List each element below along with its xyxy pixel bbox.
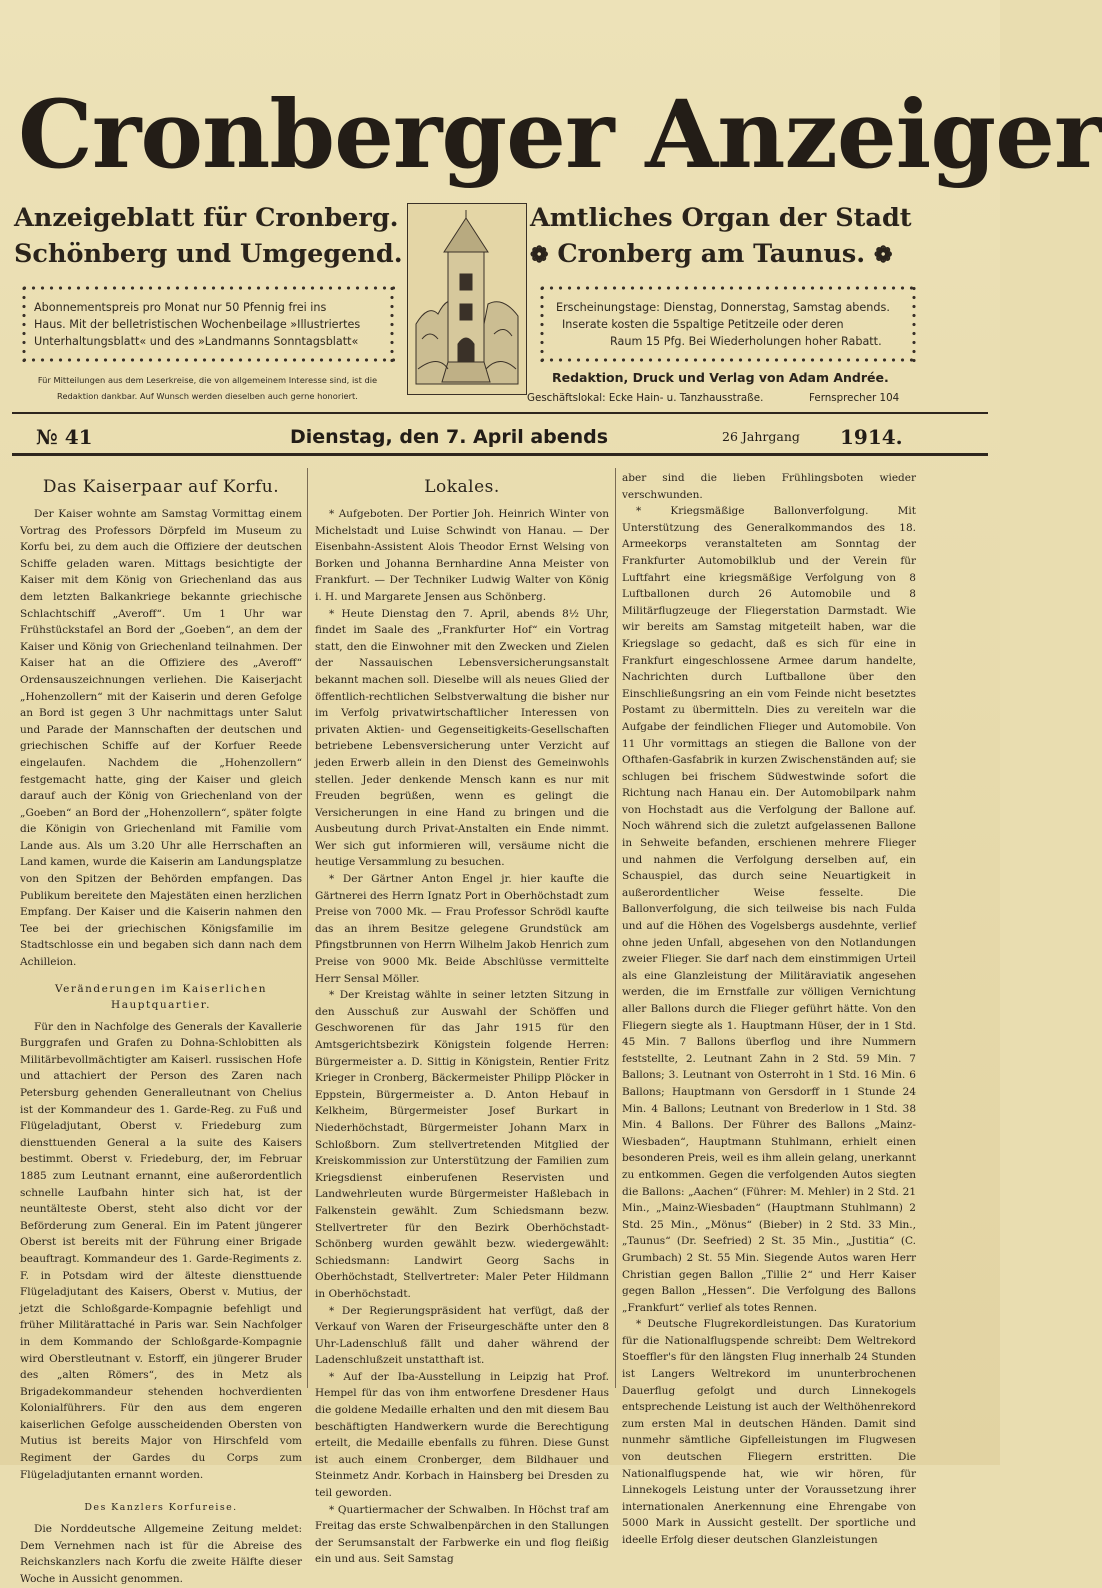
ornamental-border-bottom-left <box>20 356 395 364</box>
notice-line: Redaktion dankbar. Auf Wunsch werden dieselben auch gerne honoriert. <box>57 391 358 401</box>
subscription-line: Abonnementspreis pro Monat nur 50 Pfennig frei ins <box>34 301 327 314</box>
subscription-line: Unterhaltungsblatt« und des »Landmanns Sonntagsblatt« <box>34 335 359 348</box>
column-divider <box>615 468 616 1388</box>
article-paragraph: Der Kaiser wohnte am Samstag Vormittag einem Vortrag des Professors Dörpfeld im Museum zu Korfu bei, zu dem auch die Offiziere der deutschen Schiffe geladen waren. Mittags besichtigte der Kaiser mit dem König von Griechenland das aus dem letzten Balkankriege bekannte griechische Schlachtschiff „Averoff“. Um 1 Uhr war Frühstückstafel an Bord der „Goeben“, an dem der Kaiser und König von Griechenland teilnahmen. Der Kaiser hat an die Offiziere des „Averoff“ Ordensauszeichnungen verliehen. Die Kaiserjacht „Hohenzollern“ mit der Kaiserin und deren Gefolge an Bord ist gegen 3 Uhr nachmittags unter Salut und Parade der Mannschaften der deutschen und griechischen Schiffe auf der Korfuer Reede eingelaufen. Nachdem die „Hohenzollern“ festgemacht hatte, ging der Kaiser und gleich darauf auch der König von Griechenland von der „Goeben“ an Bord der „Hohenzollern“, später folgte die Königin von Griechenland mit Familie vom Lande aus. Als um 3.20 Uhr alle Herrschaften an Land kamen, wurde die Kaiserin am Landungsplatze von den Spitzen der Behörden empfangen. Das Publikum bereitete den Majestäten einen herzlichen Empfang. Der Kaiser und die Kaiserin nahmen den Tee bei der griechischen Königsfamilie im Stadtschlosse ein und begaben sich dann nach dem Achilleion. <box>20 508 302 969</box>
office-address: Geschäftslokal: Ecke Hain- u. Tanzhausstraße. <box>527 392 764 404</box>
subtitle-left <box>14 200 403 272</box>
subtitle-left-line2: Schönberg und Umgegend. <box>14 239 403 269</box>
headline-kaiserpaar: Das Kaiserpaar auf Korfu. <box>42 477 280 497</box>
publisher-line: Redaktion, Druck und Verlag von Adam Andrée. <box>552 370 889 385</box>
header-rule-top <box>12 412 988 414</box>
headline-lokales: Lokales. <box>424 477 500 497</box>
subtitle-right-line1: Amtliches Organ der Stadt <box>530 203 912 233</box>
subheadline-hauptquartier: Veränderungen im Kaiserlichen Hauptquartier. <box>55 982 267 1011</box>
town-tower-emblem-icon <box>407 203 527 395</box>
article-paragraph: * Aufgeboten. Der Portier Joh. Heinrich Winter von Michelstadt und Luise Schwindt von Hanau. — Der Eisenbahn-Assistent Alois Theodor Ernst Welsing von Borken und Johanna Bernhardine Anna Meister von Frankfurt. — Der Techniker Ludwig Walter von König i. H. und Margarete Jensen aus Schönberg. <box>315 508 609 603</box>
subscription-line: Haus. Mit der belletristischen Wochenbeilage »Illustriertes <box>34 318 361 331</box>
subscription-info <box>34 299 380 350</box>
publication-line: Inserate kosten die 5spaltige Petitzeile oder deren <box>562 318 844 331</box>
article-paragraph: * Der Gärtner Anton Engel jr. hier kaufte die Gärtnerei des Herrn Ignatz Port in Oberhöchstadt zum Preise von 7000 Mk. — Frau Professor Schrödl kaufte das an ihrem Besitze gelegene Grundstück am Pfingstbrunnen von Herrn Wilhelm Jakob Henrich zum Preise von 9000 Mk. Beide Abschlüsse vermittelte Herr Sensal Möller. <box>315 873 609 985</box>
ornamental-border-top-right <box>538 284 916 292</box>
column-lokales <box>315 470 609 1566</box>
article-paragraph: * Quartiermacher der Schwalben. In Höchst traf am Freitag das erste Schwalbenpärchen in den Stallungen der Serumsanstalt der Farbwerke ein und flog fleißig ein und aus. Seit Samstag <box>315 1503 609 1566</box>
article-paragraph: Die Norddeutsche Allgemeine Zeitung meldet: Dem Vernehmen nach ist für die Abreise des Reichskanzlers nach Korfu die zweite Hälfte dieser Woche in Aussicht genommen. <box>20 1523 302 1586</box>
article-paragraph: * Der Kreistag wählte in seiner letzten Sitzung in den Ausschuß zur Auswahl der Schöffen und Geschworenen für das Jahr 1915 für den Amtsgerichtsbezirk Königstein folgende Herren: Bürgermeister a. D. Sittig in Königstein, Rentier Fritz Krieger in Cronberg, Bäckermeister Philipp Plöcker in Eppstein, Bürgermeister a. D. Anton Hebauf in Kelkheim, Bürgermeister Josef Burkart in Niederhöchstadt, Bürgermeister Johann Marx in Schloßborn. Zum stellvertretenden Mitglied der Kreiskommission zur Unterstützung der Familien zum Kriegsdienst einberufenen Reservisten und Landwehrleuten wurde Bürgermeister Haßlebach in Falkenstein gewählt. Zum Schiedsmann bezw. Stellvertreter für den Bezirk Oberhöchstadt-Schönberg wurden gewählt bezw. wiedergewählt: Schiedsmann: Landwirt Georg Sachs in Oberhöchstadt, Stellvertreter: Maler Peter Hildmann in Oberhöchstadt. <box>315 989 609 1300</box>
flower-ornament-icon: ❁ <box>530 242 549 268</box>
article-paragraph: * Deutsche Flugrekordleistungen. Das Kuratorium für die Nationalflugspende schreibt: Dem Weltrekord Stoeffler's für den längsten Flug innerhalb 24 Stunden ist Langers Weltrekord im ununterbrochenen Dauerflug gefolgt und durch Linnekogels entsprechende Leistung ist auch der Welthöhenrekord zum ersten Mal in deutschen Händen. Damit sind nunmehr sämtliche Gipfelleistungen im Flugwesen von deutschen Fliegern erstritten. Die Nationalflugspende hat, wie wir hören, für Linnekogels Leistung unter der Voraussetzung ihrer internationalen Anerkennung eine Ehrengabe von 5000 Mark in Aussicht gestellt. Der sportliche und ideelle Erfolg dieser deutschen Glanzleistungen <box>622 1318 916 1546</box>
flower-ornament-icon: ❁ <box>874 242 893 268</box>
ornamental-border-side <box>538 284 546 364</box>
ornamental-border-bottom-right <box>538 356 916 364</box>
phone-number: Fernsprecher 104 <box>809 392 900 404</box>
article-paragraph: Für den in Nachfolge des Generals der Kavallerie Burggrafen und Grafen zu Dohna-Schlobitten als Militärbevollmächtigter am Kaiserl. russischen Hofe und attachiert der Person des Zaren nach Petersburg gehenden Generalleutnant von Chelius ist der Kommandeur des 1. Garde-Reg. zu Fuß und Flügeladjutant, Oberst v. Friedeburg zum diensttuenden General a la suite des Kaisers bestimmt. Oberst v. Friedeburg, der, im Februar 1885 zum Leutnant ernannt, eine außerordentlich schnelle Laufbahn hinter sich hat, ist der neuntälteste Oberst, steht also dicht vor der Beförderung zum General. Ein im Patent jüngerer Oberst ist bereits mit der Führung einer Brigade beauftragt. Kommandeur des 1. Garde-Regiments z. F. in Potsdam wird der älteste diensttuende Flügeladjutant des Kaisers, Oberst v. Mutius, der jetzt die Schloßgarde-Kompagnie befehligt und früher Militärattaché in Paris war. Sein Nachfolger in dem Kommando der Schloßgarde-Kompagnie wird Oberstleutnant v. Estorff, ein jüngerer Bruder des „alten Römers“, des in Metz als Brigadekommandeur stehenden hochverdienten Kolonialführers. Für den aus dem engeren kaiserlichen Gefolge ausscheidenden Obersten von Mutius ist bereits Major von Hirschfeld vom Regiment der Gardes du Corps zum Flügeladjutanten ernannt worden. <box>20 1020 302 1481</box>
column-politics <box>20 470 302 1586</box>
article-paragraph: aber sind die lieben Frühlingsboten wieder verschwunden. <box>622 472 916 501</box>
publication-info <box>556 299 902 350</box>
ornamental-border-side <box>388 284 396 364</box>
reader-notice <box>10 372 405 404</box>
issue-number: № 41 <box>36 425 93 449</box>
notice-line: Für Mitteilungen aus dem Leserkreise, die von allgemeinem Interesse sind, ist die <box>37 375 378 385</box>
article-paragraph: * Heute Dienstag den 7. April, abends 8½ Uhr, findet im Saale des „Frankfurter Hof“ ein Vortrag statt, den die Einwohner mit den Zwecken und Zielen der Nassauischen Lebensversicherungsanstalt bekannt machen soll. Dieselbe will als neues Glied der öffentlich-rechtlichen Selbstverwaltung die bisher nur im Verfolg privatwirtschaftlicher Interessen von privaten Aktien- und Gegenseitigkeits-Gesellschaften betriebene Lebensversicherung unter Verzicht auf jeden Erwerb allein in den Dienst des Gemeinwohls stellen. Jeder denkende Mensch kann es nur mit Freuden begrüßen, wenn es gelingt die Versicherungen in eine Hand zu bringen und die Ausbeutung durch Privat-Anstalten ein Ende nimmt. Wer sich gut informieren will, versäume nicht die heutige Versammlung zu besuchen. <box>315 607 609 869</box>
ornamental-border-side <box>910 284 918 364</box>
volume: 26 Jahrgang <box>722 429 800 444</box>
article-paragraph: * Auf der Iba-Ausstellung in Leipzig hat Prof. Hempel für das von ihm entworfene Dresdener Haus die goldene Medaille erhalten und den mit diesem Bau beschäftigten Handwerkern wurde die Berechtigung erteilt, die Medaille ebenfalls zu führen. Diese Gunst ist auch einem Cronberger, dem Bildhauer und Steinmetz Andr. Korbach in Hainsberg bei Dresden zu teil geworden. <box>315 1370 609 1500</box>
ornamental-border-top-left <box>20 284 395 292</box>
article-paragraph: * Kriegsmäßige Ballonverfolgung. Mit Unterstützung des Generalkommandos des 18. Armeekorps veranstalteten am Sonntag der Frankfurter Automobilklub und der Verein für Luftfahrt eine kriegsmäßige Verfolgung von 8 Luftballonen durch 26 Automobile und 8 Militärflugzeuge der Fliegerstation Darmstadt. Wie wir bereits am Samstag mitgeteilt haben, war die Kriegslage so gedacht, daß es sich für eine in Frankfurt eingeschlossene Armee darum handelte, Nachrichten durch Luftballone über den Einschließungsring an ein vom Feinde nicht besetztes Postamt zu übermitteln. Dies zu vereiteln war die Aufgabe der feindlichen Flieger und Automobile. Von 11 Uhr vormittags an stiegen die Ballone von der Ofthafen-Gasfabrik in kurzen Zwischenständen auf; sie schlugen bei frischem Südwestwinde sofort die Richtung nach Hanau ein. Der Automobilpark nahm von Hochstadt aus die Verfolgung der Ballone auf. Noch während sich die zuletzt aufgelassenen Ballone in Sehweite befanden, erschienen mehrere Flieger und nahmen die Verfolgung derselben auf, ein Schauspiel, das durch seine Neuartigkeit in außerordentlicher Weise fesselte. Die Ballonverfolgung, die sich teilweise bis nach Fulda und auf die Höhen des Vogelsbergs ausdehnte, verlief ohne jeden Unfall, abgesehen von den Notlandungen zweier Flieger. Sie darf nach dem einstimmigen Urteil als eine Glanzleistung der Militäraviatik angesehen werden, die im Ernstfalle zur völligen Vernichtung aller Ballons durch die Flieger geführt hätte. Von den Fliegern siegte als 1. Hauptmann Hüser, der in 1 Std. 45 Min. 7 Ballons überflog und ihre Nummern feststellte, 2. Leutnant Zahn in 2 Std. 59 Min. 7 Ballons; 3. Leutnant von Osterroht in 1 Std. 16 Min. 6 Ballons; Hauptmann von Gersdorff in 1 Stunde 24 Min. 4 Ballons; Leutnant von Brederlow in 1 Std. 38 Min. 4 Ballons. Der Führer des Ballons „Mainz-Wiesbaden“, Hauptmann Stuhlmann, erhielt einen besonderen Preis, weil es ihm allein gelang, unerkannt zu entkommen. Gegen die verfolgenden Autos siegten die Ballons: „Aachen“ (Führer: M. Mehler) in 2 Std. 21 Min., „Mainz-Wiesbaden“ (Hauptmann Stuhlmann) 2 Std. 25 Min., „Mönus“ (Bieber) in 2 Std. 33 Min., „Taunus“ (Dr. Seefried) 2 St. 35 Min., „Justitia“ (C. Grumbach) 2 St. 55 Min. Siegende Autos waren Herr Christian gegen Ballon „Tillie 2“ und Herr Kaiser gegen Ballon „Hessen“. Die Verfolgung des Ballons „Frankfurt“ verlief als totes Rennen. <box>622 505 916 1314</box>
column-divider <box>307 468 308 1388</box>
subtitle-left-line1: Anzeigeblatt für Cronberg. <box>14 203 399 233</box>
column-aviation <box>622 470 916 1546</box>
publication-line: Erscheinungstage: Dienstag, Donnerstag, Samstag abends. <box>556 301 890 314</box>
office-line <box>527 388 917 408</box>
subtitle-right <box>530 200 912 273</box>
ornamental-border-side <box>20 284 28 364</box>
subtitle-right-line2: Cronberg am Taunus. <box>557 239 866 269</box>
issue-date: Dienstag, den 7. April abends <box>290 426 609 448</box>
masthead-title: Cronberger Anzeiger <box>18 80 1102 190</box>
year: 1914. <box>840 425 903 449</box>
publication-line: Raum 15 Pfg. Bei Wiederholungen hoher Rabatt. <box>610 335 882 348</box>
subheadline-kanzler: Des Kanzlers Korfureise. <box>84 1502 238 1514</box>
header-rule-bottom <box>12 453 988 456</box>
article-paragraph: * Der Regierungspräsident hat verfügt, daß der Verkauf von Waren der Friseurgeschäfte unter den 8 Uhr-Ladenschluß fällt und daher während der Ladenschlußzeit unstatthaft ist. <box>315 1304 609 1367</box>
